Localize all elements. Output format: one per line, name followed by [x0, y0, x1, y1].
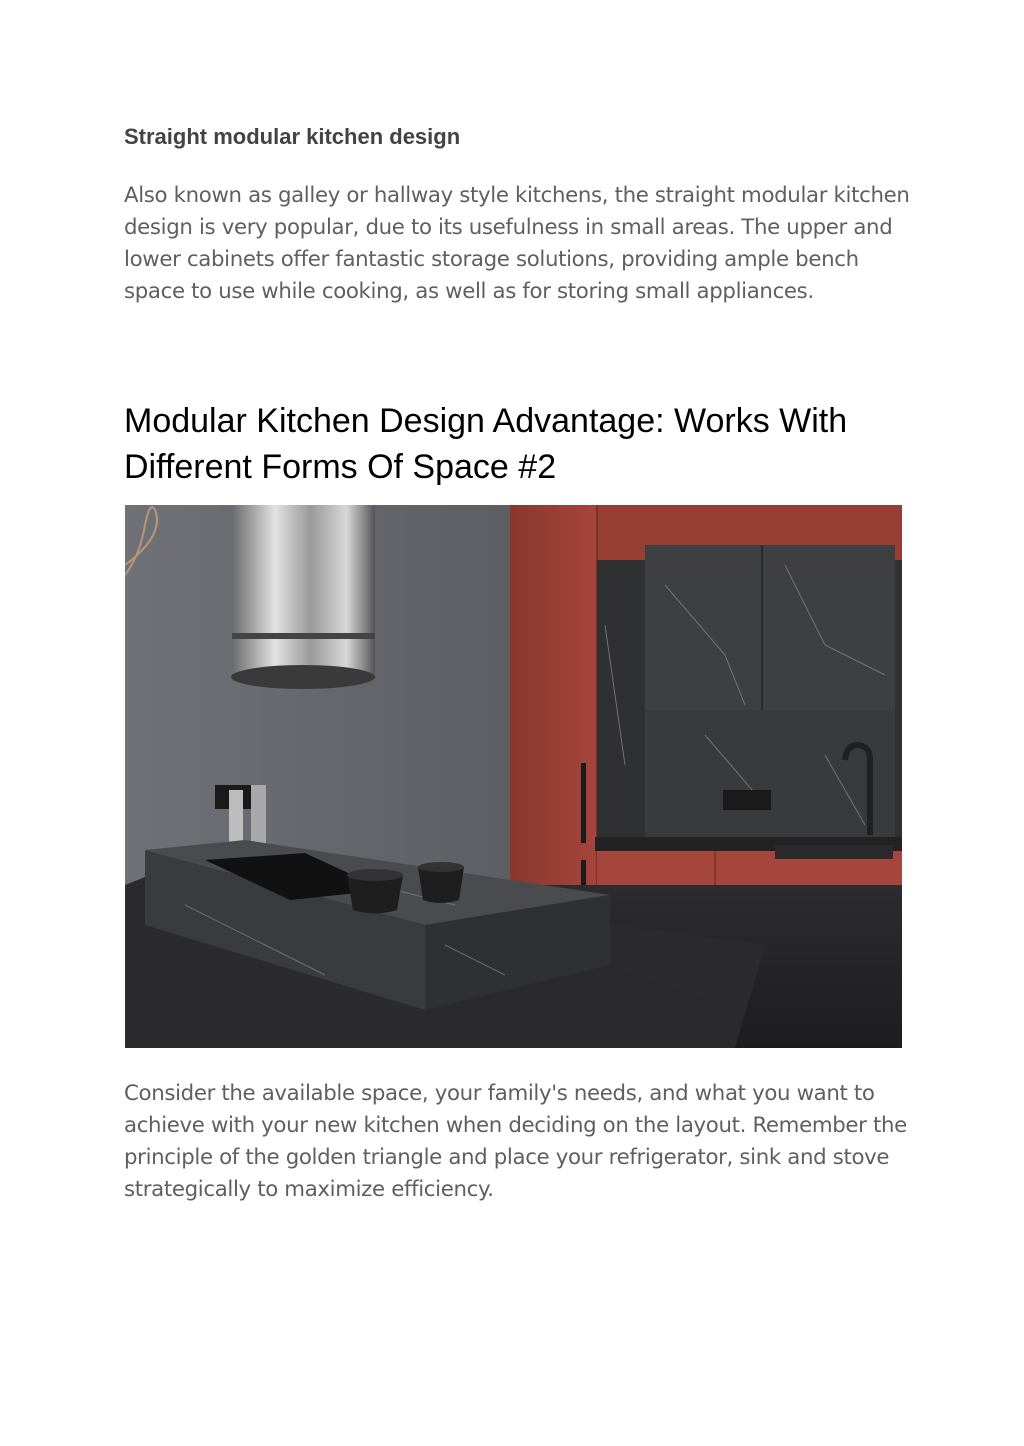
- advantage-heading: Modular Kitchen Design Advantage: Works With Different Forms Of Space #2: [124, 402, 848, 486]
- section-subheading: Straight modular kitchen design: [124, 124, 461, 149]
- section-paragraph: Also known as galley or hallway style kitchens, the straight modular kitchen design is very popular, due to its usefulness in small areas. The upper and lower cabinets offer fantastic storage solutions, providing ample bench space to use while cooking, as well as for storing small appliances.: [124, 183, 910, 304]
- advantage-paragraph: Consider the available space, your family's needs, and what you want to achieve with your new kitchen when deciding on the layout. Remember the principle of the golden triangle and place your refrigerator, sink and stove strategically to maximize efficiency.: [124, 1081, 907, 1202]
- kitchen-photo: [125, 505, 902, 1048]
